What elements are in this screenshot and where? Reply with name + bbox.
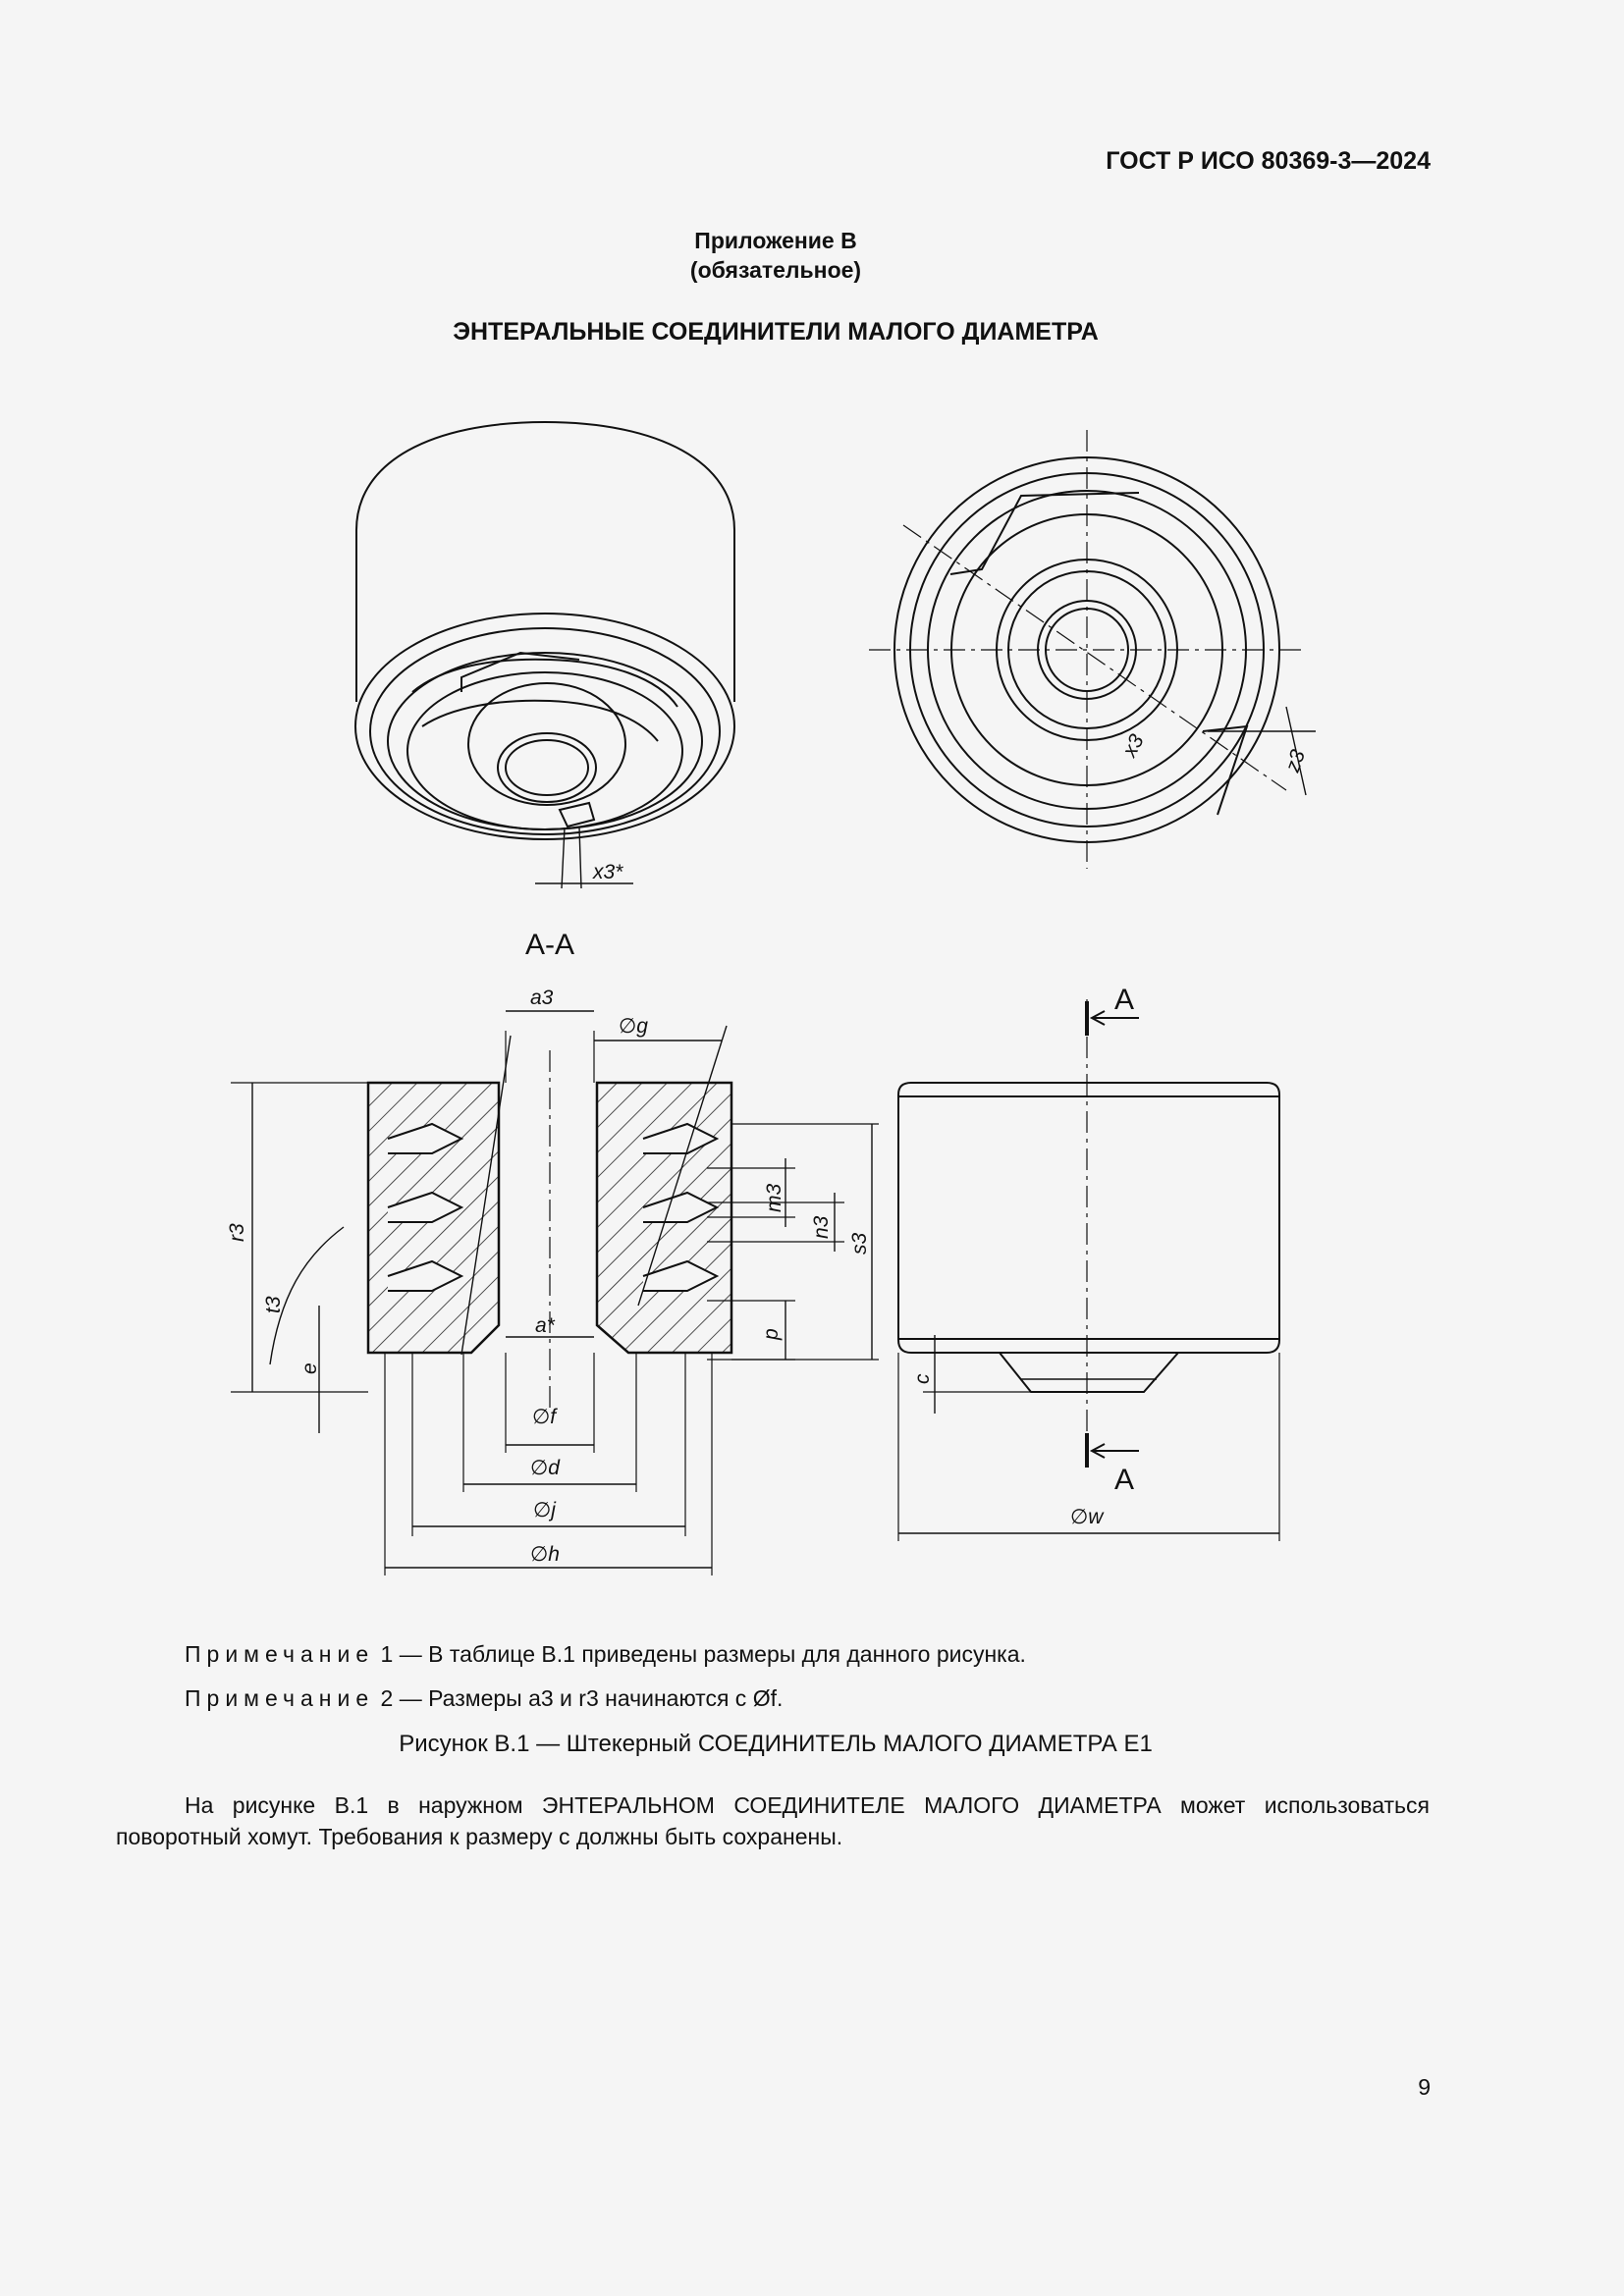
dim-r3: r3	[226, 1223, 248, 1242]
section-label: A-A	[525, 929, 575, 961]
dim-j: ∅j	[533, 1499, 556, 1522]
dim-e: e	[298, 1362, 321, 1374]
cut-label-bottom: A	[1114, 1464, 1135, 1496]
annex-title: Приложение В	[694, 228, 857, 253]
dim-c: c	[911, 1373, 934, 1384]
note-2-text: 2 — Размеры a3 и r3 начинаются с Øf.	[380, 1685, 784, 1711]
dim-a3: a3	[530, 987, 554, 1009]
dim-p: p	[760, 1328, 783, 1340]
note-2-label: Примечание	[185, 1685, 375, 1711]
note-1-text: 1 — В таблице В.1 приведены размеры для данного рисунка.	[380, 1641, 1026, 1667]
note-2	[185, 1685, 783, 1712]
isometric-view	[355, 422, 734, 888]
dim-n3: n3	[810, 1215, 833, 1239]
standard-code: ГОСТ Р ИСО 80369-3—2024	[1106, 147, 1431, 175]
page-number: 9	[1418, 2074, 1431, 2100]
dim-h: ∅h	[530, 1543, 560, 1566]
front-view	[869, 430, 1316, 869]
note-1	[185, 1641, 1026, 1668]
section-view	[231, 1011, 879, 1575]
dim-z3: z3	[1280, 746, 1311, 775]
dim-t3: t3	[262, 1296, 285, 1313]
dim-f: ∅f	[532, 1406, 557, 1428]
dim-m3: m3	[763, 1183, 785, 1212]
figure-caption: Рисунок В.1 — Штекерный СОЕДИНИТЕЛЬ МАЛОГО ДИАМЕТРА E1	[399, 1731, 1153, 1757]
body-paragraph-text: На рисунке В.1 в наружном ЭНТЕРАЛЬНОМ СОЕДИНИТЕЛЕ МАЛОГО ДИАМЕТРА может использоваться поворотный хомут. Требования к размеру c должны быть сохранены.	[116, 1792, 1430, 1849]
cut-label-top: A	[1114, 984, 1135, 1016]
dim-w: ∅w	[1070, 1506, 1104, 1528]
dim-s3: s3	[848, 1232, 871, 1255]
dim-x3-star: x3*	[593, 861, 623, 883]
dim-g: ∅g	[619, 1015, 648, 1038]
annex-kind: (обязательное)	[689, 257, 862, 283]
dim-x3: x3	[1118, 730, 1149, 761]
dim-a-star: a*	[535, 1314, 555, 1337]
dim-d: ∅d	[530, 1457, 560, 1479]
body-paragraph	[116, 1789, 1430, 1852]
section-title: ЭНТЕРАЛЬНЫЕ СОЕДИНИТЕЛИ МАЛОГО ДИАМЕТРА	[453, 318, 1099, 346]
note-1-label: Примечание	[185, 1641, 375, 1667]
side-view	[898, 999, 1279, 1541]
